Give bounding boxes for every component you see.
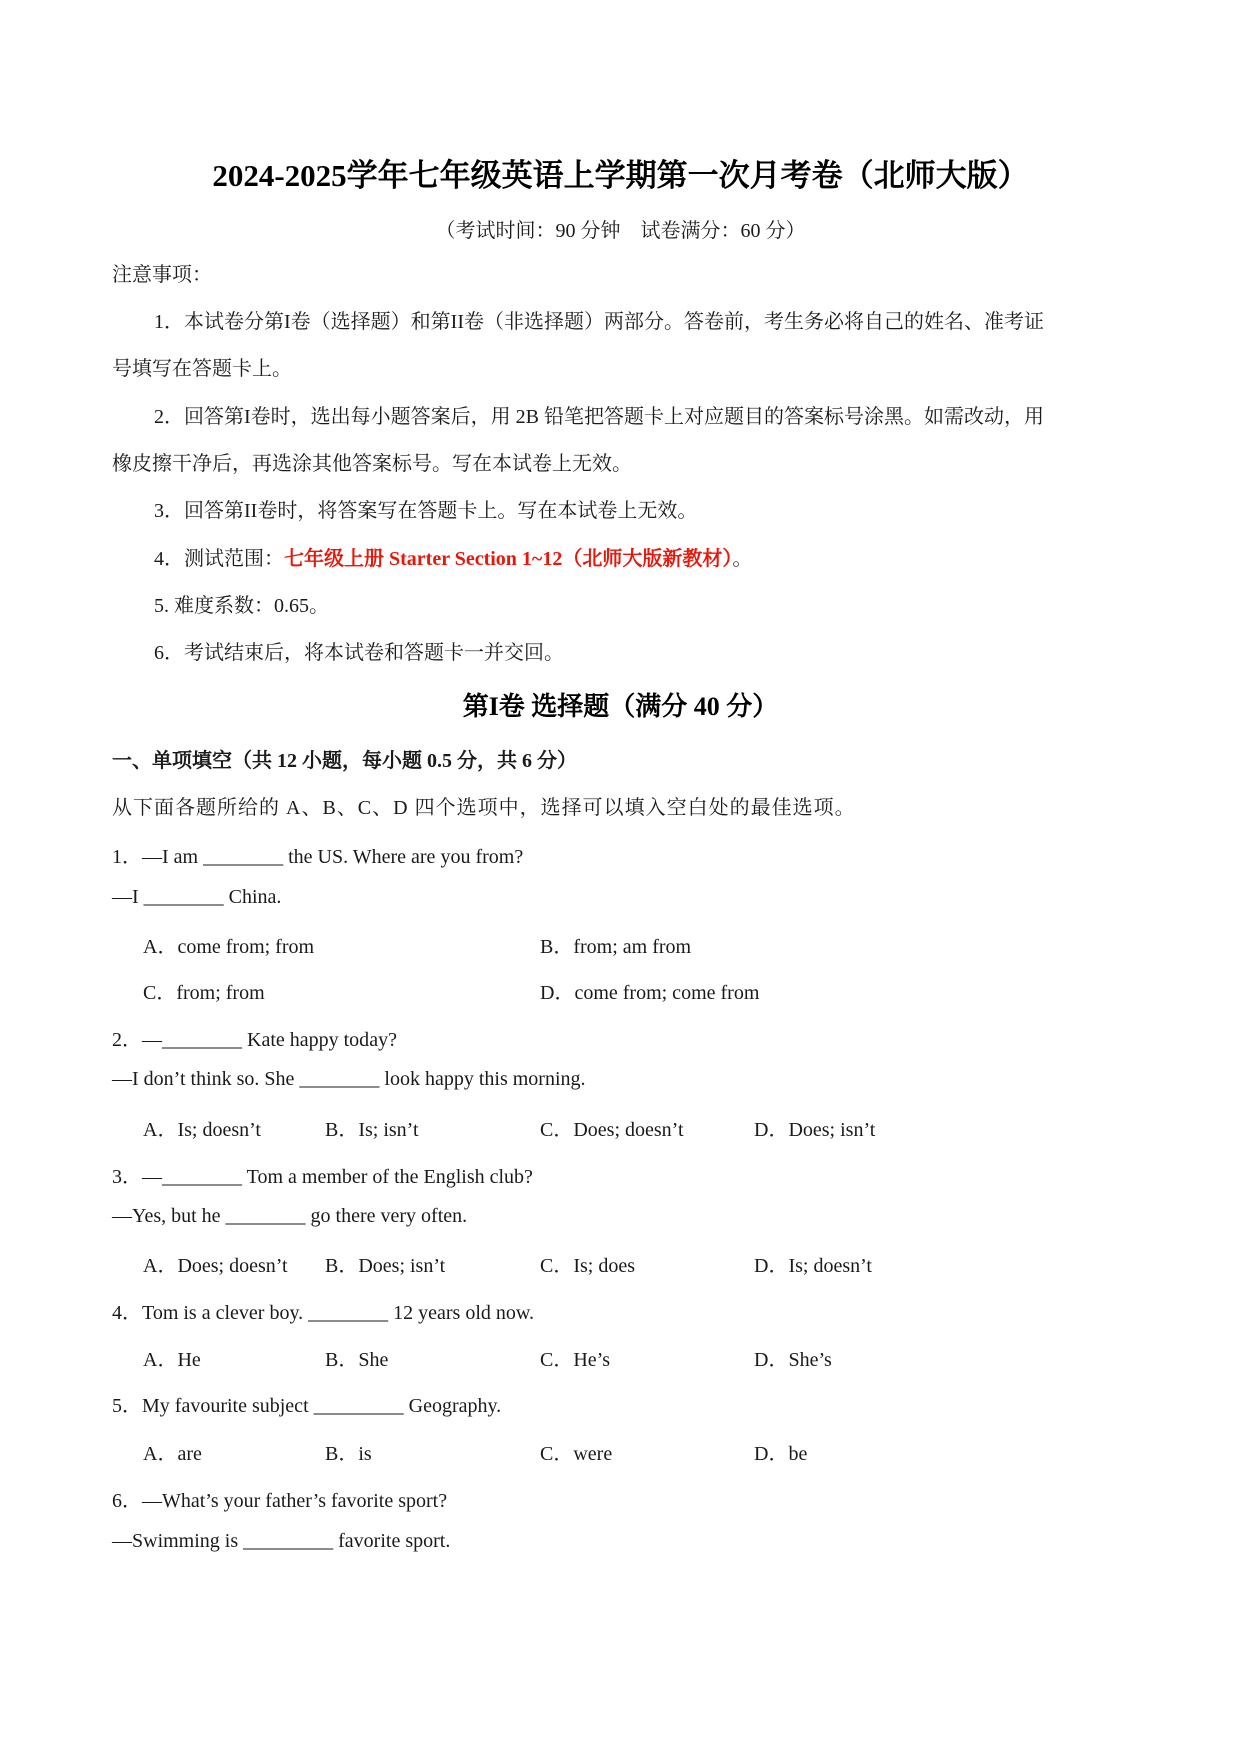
page-title: 2024-2025学年七年级英语上学期第一次月考卷（北师大版）	[212, 158, 1029, 193]
question-6-line-2: —Swimming is _________ favorite sport.	[112, 1530, 451, 1552]
question-1-option-c: C．from; from	[143, 982, 265, 1004]
question-2-line-2: —I don’t think so. She ________ look happy this morning.	[112, 1068, 586, 1090]
notes-heading: 注意事项：	[112, 264, 212, 286]
note-item-3: 3．回答第II卷时，将答案写在答题卡上。写在本试卷上无效。	[154, 500, 698, 522]
question-2-option-b: B．Is; isn’t	[325, 1119, 419, 1141]
part-instruction: 从下面各题所给的 A、B、C、D 四个选项中，选择可以填入空白处的最佳选项。	[112, 797, 856, 819]
question-5-option-c: C．were	[540, 1443, 613, 1465]
section-title: 第I卷 选择题（满分 40 分）	[462, 692, 779, 721]
question-4-option-a: A．He	[143, 1349, 201, 1371]
question-3-option-a: A．Does; doesn’t	[143, 1255, 288, 1277]
question-6-line-1: 6．—What’s your father’s favorite sport?	[112, 1490, 448, 1512]
question-3-line-1: 3．—________ Tom a member of the English club?	[112, 1166, 533, 1188]
question-4-line-1: 4．Tom is a clever boy. ________ 12 years old now.	[112, 1302, 535, 1324]
question-2-option-d: D．Does; isn’t	[754, 1119, 876, 1141]
question-4-option-b: B．She	[325, 1349, 389, 1371]
note-item-4	[154, 542, 752, 571]
question-2-option-a: A．Is; doesn’t	[143, 1119, 261, 1141]
question-4-option-d: D．She’s	[754, 1349, 832, 1371]
note-item-4-end: 。	[732, 548, 753, 570]
question-5-option-b: B．is	[325, 1443, 372, 1465]
note-item-1-line-1: 1．本试卷分第I卷（选择题）和第II卷（非选择题）两部分。答卷前，考生务必将自己的姓名、准考证	[154, 311, 1044, 333]
question-5-line-1: 5．My favourite subject _________ Geography.	[112, 1395, 502, 1417]
question-1-option-a: A．come from; from	[143, 936, 315, 958]
question-4-option-c: C．He’s	[540, 1349, 610, 1371]
question-3-option-c: C．Is; does	[540, 1255, 635, 1277]
question-5-option-d: D．be	[754, 1443, 808, 1465]
exam-info: （考试时间：90 分钟 试卷满分：60 分）	[435, 220, 806, 242]
note-item-5: 5. 难度系数：0.65。	[154, 595, 329, 617]
part-title: 一、单项填空（共 12 小题，每小题 0.5 分，共 6 分）	[112, 750, 577, 772]
question-1-line-1: 1．—I am ________ the US. Where are you from?	[112, 846, 524, 868]
question-3-option-b: B．Does; isn’t	[325, 1255, 446, 1277]
note-item-4-label: 4．测试范围：	[154, 548, 284, 570]
question-1-line-2: —I ________ China.	[112, 886, 282, 908]
question-3-line-2: —Yes, but he ________ go there very often.	[112, 1205, 468, 1227]
note-item-6: 6．考试结束后，将本试卷和答题卡一并交回。	[154, 642, 564, 664]
question-3-option-d: D．Is; doesn’t	[754, 1255, 872, 1277]
question-1-option-b: B．from; am from	[540, 936, 692, 958]
test-scope-highlight: 七年级上册 Starter Section 1~12（北师大版新教材）	[284, 548, 733, 570]
question-2-option-c: C．Does; doesn’t	[540, 1119, 684, 1141]
question-2-line-1: 2．—________ Kate happy today?	[112, 1029, 397, 1051]
note-item-1-line-2: 号填写在答题卡上。	[112, 358, 292, 380]
note-item-2-line-2: 橡皮擦干净后，再选涂其他答案标号。写在本试卷上无效。	[112, 453, 632, 475]
note-item-2-line-1: 2．回答第I卷时，选出每小题答案后，用 2B 铅笔把答题卡上对应题目的答案标号涂黑。如需改动，用	[154, 406, 1044, 428]
question-5-option-a: A．are	[143, 1443, 202, 1465]
question-1-option-d: D．come from; come from	[540, 982, 760, 1004]
